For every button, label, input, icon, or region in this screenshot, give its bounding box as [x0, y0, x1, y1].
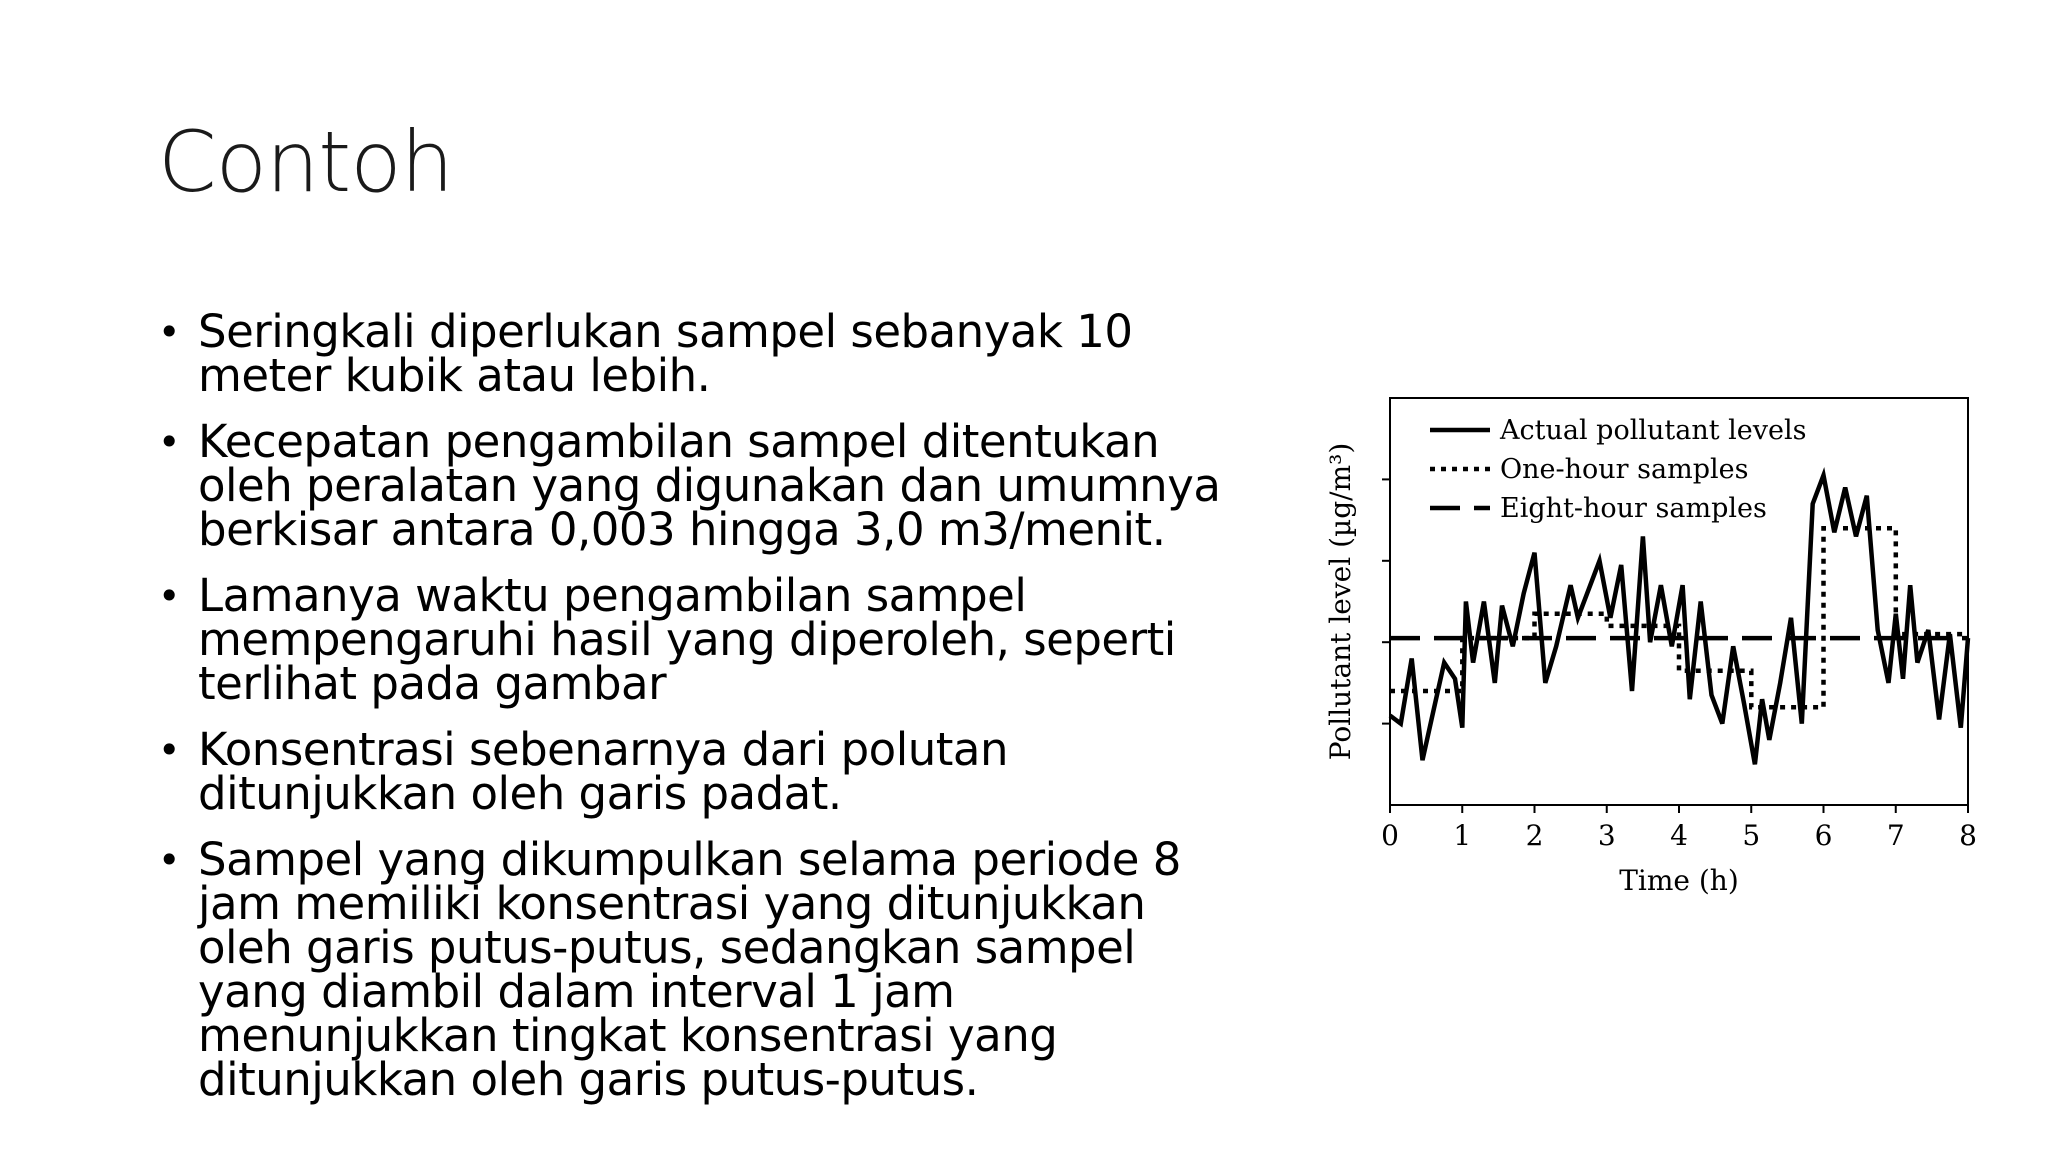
x-tick-label: 4	[1670, 819, 1688, 852]
bullet-item	[150, 833, 1250, 1106]
bullet-marker: •	[158, 728, 180, 772]
x-axis-label: Time (h)	[1619, 864, 1739, 897]
bullet-item	[150, 569, 1250, 710]
chart-svg	[1320, 380, 2000, 920]
bullet-item	[150, 723, 1250, 820]
bullet-list	[150, 305, 1250, 1124]
legend-label: One-hour samples	[1500, 454, 1749, 485]
bullet-marker: •	[158, 574, 180, 618]
pollutant-chart	[1320, 380, 2000, 920]
bullet-text: Seringkali diperlukan sampel sebanyak 10 meter kubik atau lebih.	[198, 305, 1133, 402]
bullet-text: Sampel yang dikumpulkan selama periode 8 jam memiliki konsentrasi yang ditunjukkan oleh garis putus-putus, sedangkan sampel yang diambil dalam interval 1 jam menunjukkan tingkat konsentrasi yang ditunjukkan oleh garis putus-putus.	[198, 833, 1181, 1106]
x-tick-label: 6	[1814, 819, 1833, 852]
x-tick-label: 5	[1742, 819, 1761, 852]
x-tick-label: 7	[1886, 819, 1905, 852]
bullet-marker: •	[158, 420, 180, 464]
bullet-text: Lamanya waktu pengambilan sampel mempengaruhi hasil yang diperoleh, seperti terlihat pada gambar	[198, 569, 1176, 710]
slide-title: Contoh	[158, 113, 453, 211]
x-tick-label: 8	[1959, 819, 1977, 852]
bullet-text: Konsentrasi sebenarnya dari polutan ditunjukkan oleh garis padat.	[198, 723, 1008, 820]
bullet-text: Kecepatan pengambilan sampel ditentukan oleh peralatan yang digunakan dan umumnya berkisar antara 0,003 hingga 3,0 m3/menit.	[198, 415, 1221, 556]
y-axis-label: Pollutant level (µg/m³)	[1324, 442, 1357, 761]
bullet-item	[150, 415, 1250, 556]
legend-label: Eight-hour samples	[1500, 493, 1767, 524]
x-tick-label: 2	[1525, 819, 1544, 852]
x-tick-label: 0	[1381, 819, 1399, 852]
bullet-marker: •	[158, 838, 180, 882]
x-tick-label: 3	[1597, 819, 1616, 852]
legend-label: Actual pollutant levels	[1500, 415, 1807, 446]
bullet-item	[150, 305, 1250, 402]
bullet-marker: •	[158, 310, 180, 354]
x-tick-label: 1	[1453, 819, 1472, 852]
